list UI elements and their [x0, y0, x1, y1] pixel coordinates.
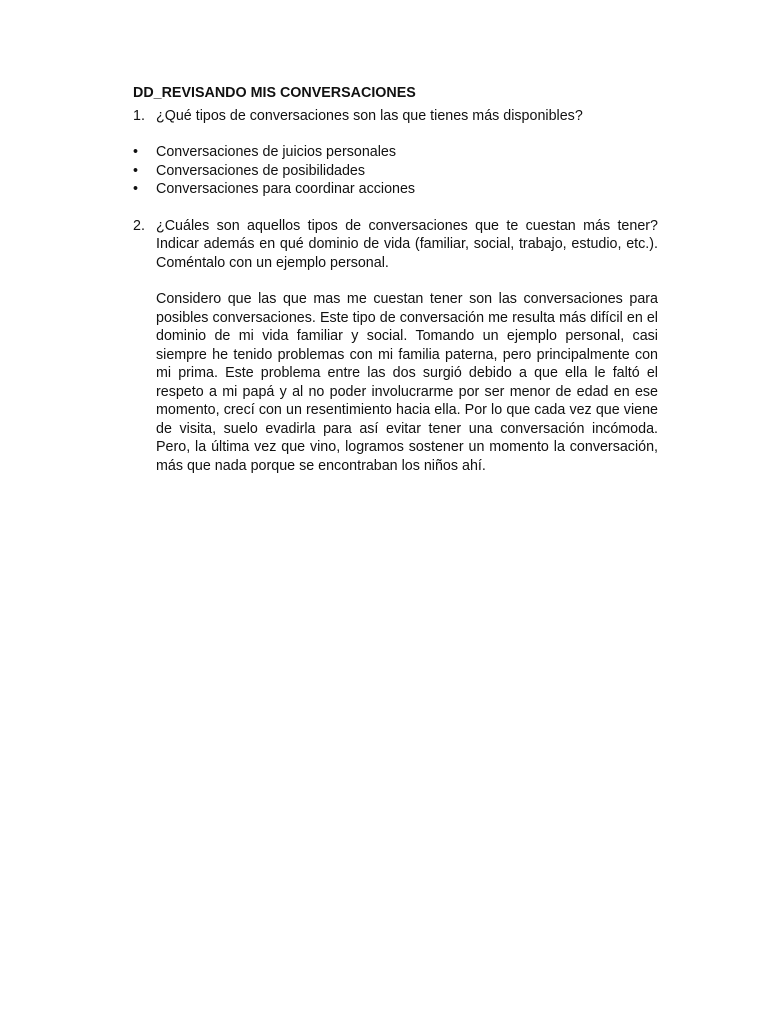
list-item: [133, 180, 658, 199]
bullet-icon: •: [133, 162, 139, 179]
answer-2-paragraph: Considero que las que mas me cuestan tener son las conversaciones para posibles conversaciones. Este tipo de conversación me resulta más difícil en el dominio de mi vida familiar y social. Tomando un ejemplo personal, casi siempre he tenido problemas con mi familia paterna, pero principalmente con mi prima. Este problema entre las dos surgió debido a que ella le faltó el respeto a mi papá y al no poder involucrarme por ser menor de edad en ese momento, crecí con un resentimiento hacia ella. Por lo que cada vez que viene de visita, suelo evadirla para así evitar tener una conversación incómoda. Pero, la última vez que vino, logramos sostener un momento la conversación, más que nada porque se encontraban los niños ahí.: [156, 291, 658, 474]
answer-1-list: [133, 143, 658, 199]
bullet-icon: •: [133, 181, 139, 197]
document-page: [133, 84, 658, 475]
question-1: [133, 107, 658, 126]
question-2: [133, 217, 658, 273]
list-item-text: Conversaciones para coordinar acciones: [156, 181, 416, 197]
list-item-text: Conversaciones de juicios personales: [156, 144, 397, 160]
bullet-icon: •: [133, 144, 139, 160]
document-title: DD_REVISANDO MIS CONVERSACIONES: [133, 85, 416, 101]
question-1-number: 1.: [133, 107, 145, 124]
list-item-text: Conversaciones de posibilidades: [156, 162, 366, 179]
list-item: [133, 162, 658, 181]
question-2-text: ¿Cuáles son aquellos tipos de conversaciones que te cuestan más tener? Indicar además en qué dominio de vida (familiar, social, trabajo, estudio, etc.). Coméntalo con un ejemplo personal.: [156, 217, 658, 271]
list-item: [133, 143, 658, 162]
question-2-number: 2.: [133, 217, 145, 234]
question-1-text: ¿Qué tipos de conversaciones son las que tienes más disponibles?: [156, 107, 583, 124]
